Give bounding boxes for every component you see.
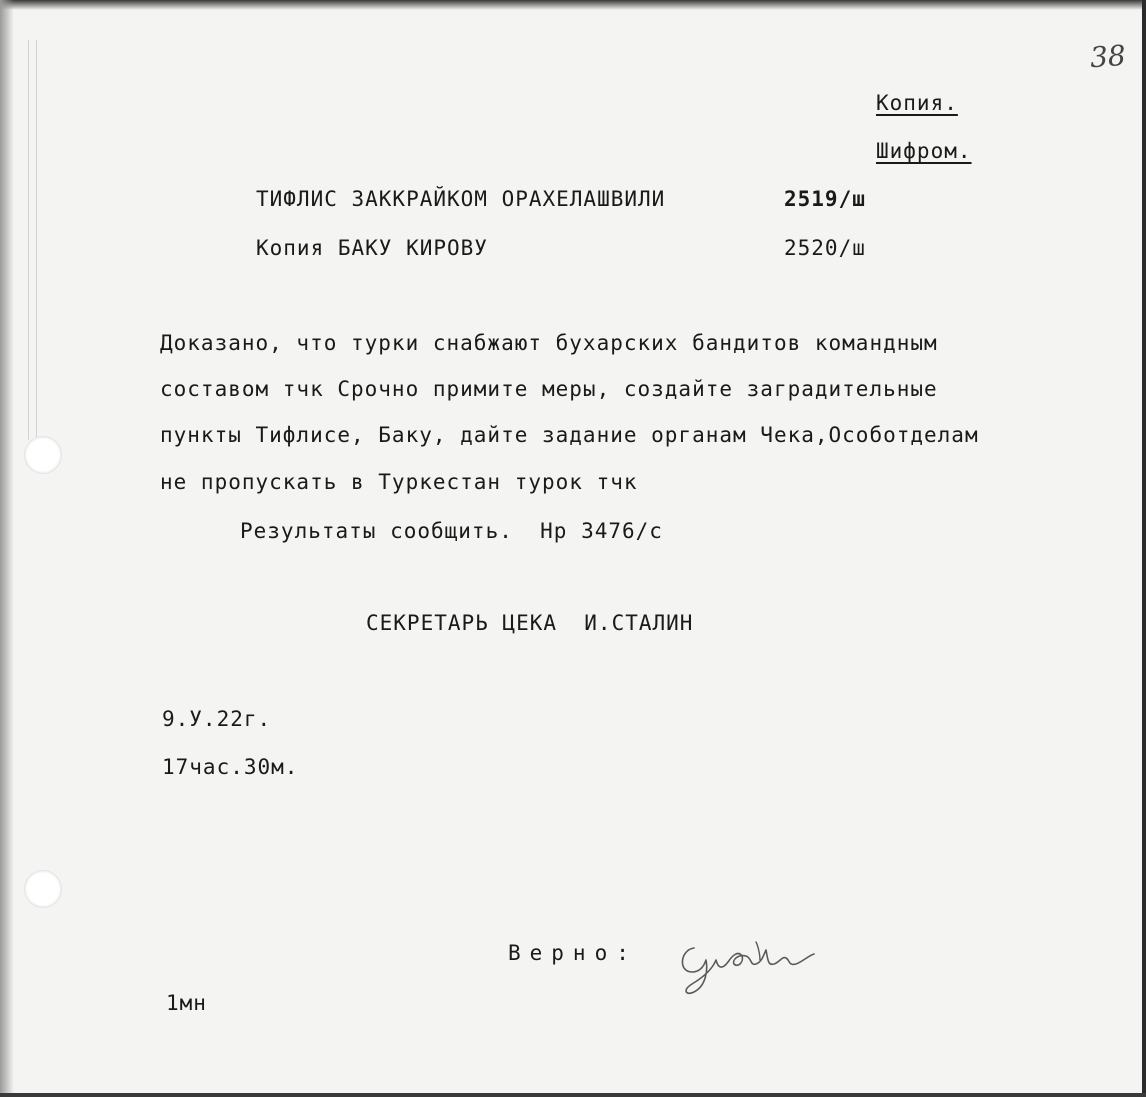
archive-page-number: 38: [1088, 38, 1127, 75]
scan-edge-bottom: [0, 1093, 1146, 1097]
addressee-number-2: 2520/ш: [784, 236, 866, 260]
typist-mark: 1мн: [166, 991, 207, 1015]
punch-hole-lower: [24, 870, 62, 908]
punch-hole-upper: [24, 436, 62, 474]
addressee-number-1: 2519/ш: [784, 187, 866, 211]
body-line-1: Доказано, что турки снабжают бухарских бандитов командным: [160, 331, 938, 355]
cipher-mark: Шифром.: [876, 139, 972, 163]
paper-crease: [36, 40, 37, 440]
certification-label: Верно:: [508, 941, 638, 965]
scan-edge-right: [1142, 0, 1146, 1097]
date: 9.У.22г.: [162, 707, 272, 731]
scan-edge-top: [0, 0, 1146, 10]
scan-edge-left: [0, 0, 14, 1097]
body-line-2: составом тчк Срочно примите меры, создайте заградительные: [160, 377, 938, 401]
body-line-4: не пропускать в Туркестан турок тчк: [160, 470, 638, 494]
addressee-line-2: Копия БАКУ КИРОВУ: [256, 236, 488, 260]
copy-mark: Копия.: [876, 91, 958, 115]
addressee-line-1: ТИФЛИС ЗАККРАЙКОМ ОРАХЕЛАШВИЛИ: [256, 187, 666, 211]
body-line-3: пункты Тифлисе, Баку, дайте задание органам Чека,Особотделам: [160, 423, 979, 447]
paper-crease: [28, 40, 29, 440]
time: 17час.30м.: [162, 755, 299, 779]
closing-line: Результаты сообщить. Нр 3476/с: [240, 519, 663, 543]
signatory: СЕКРЕТАРЬ ЦЕКА И.СТАЛИН: [366, 611, 694, 635]
handwritten-signature: [672, 920, 822, 1000]
